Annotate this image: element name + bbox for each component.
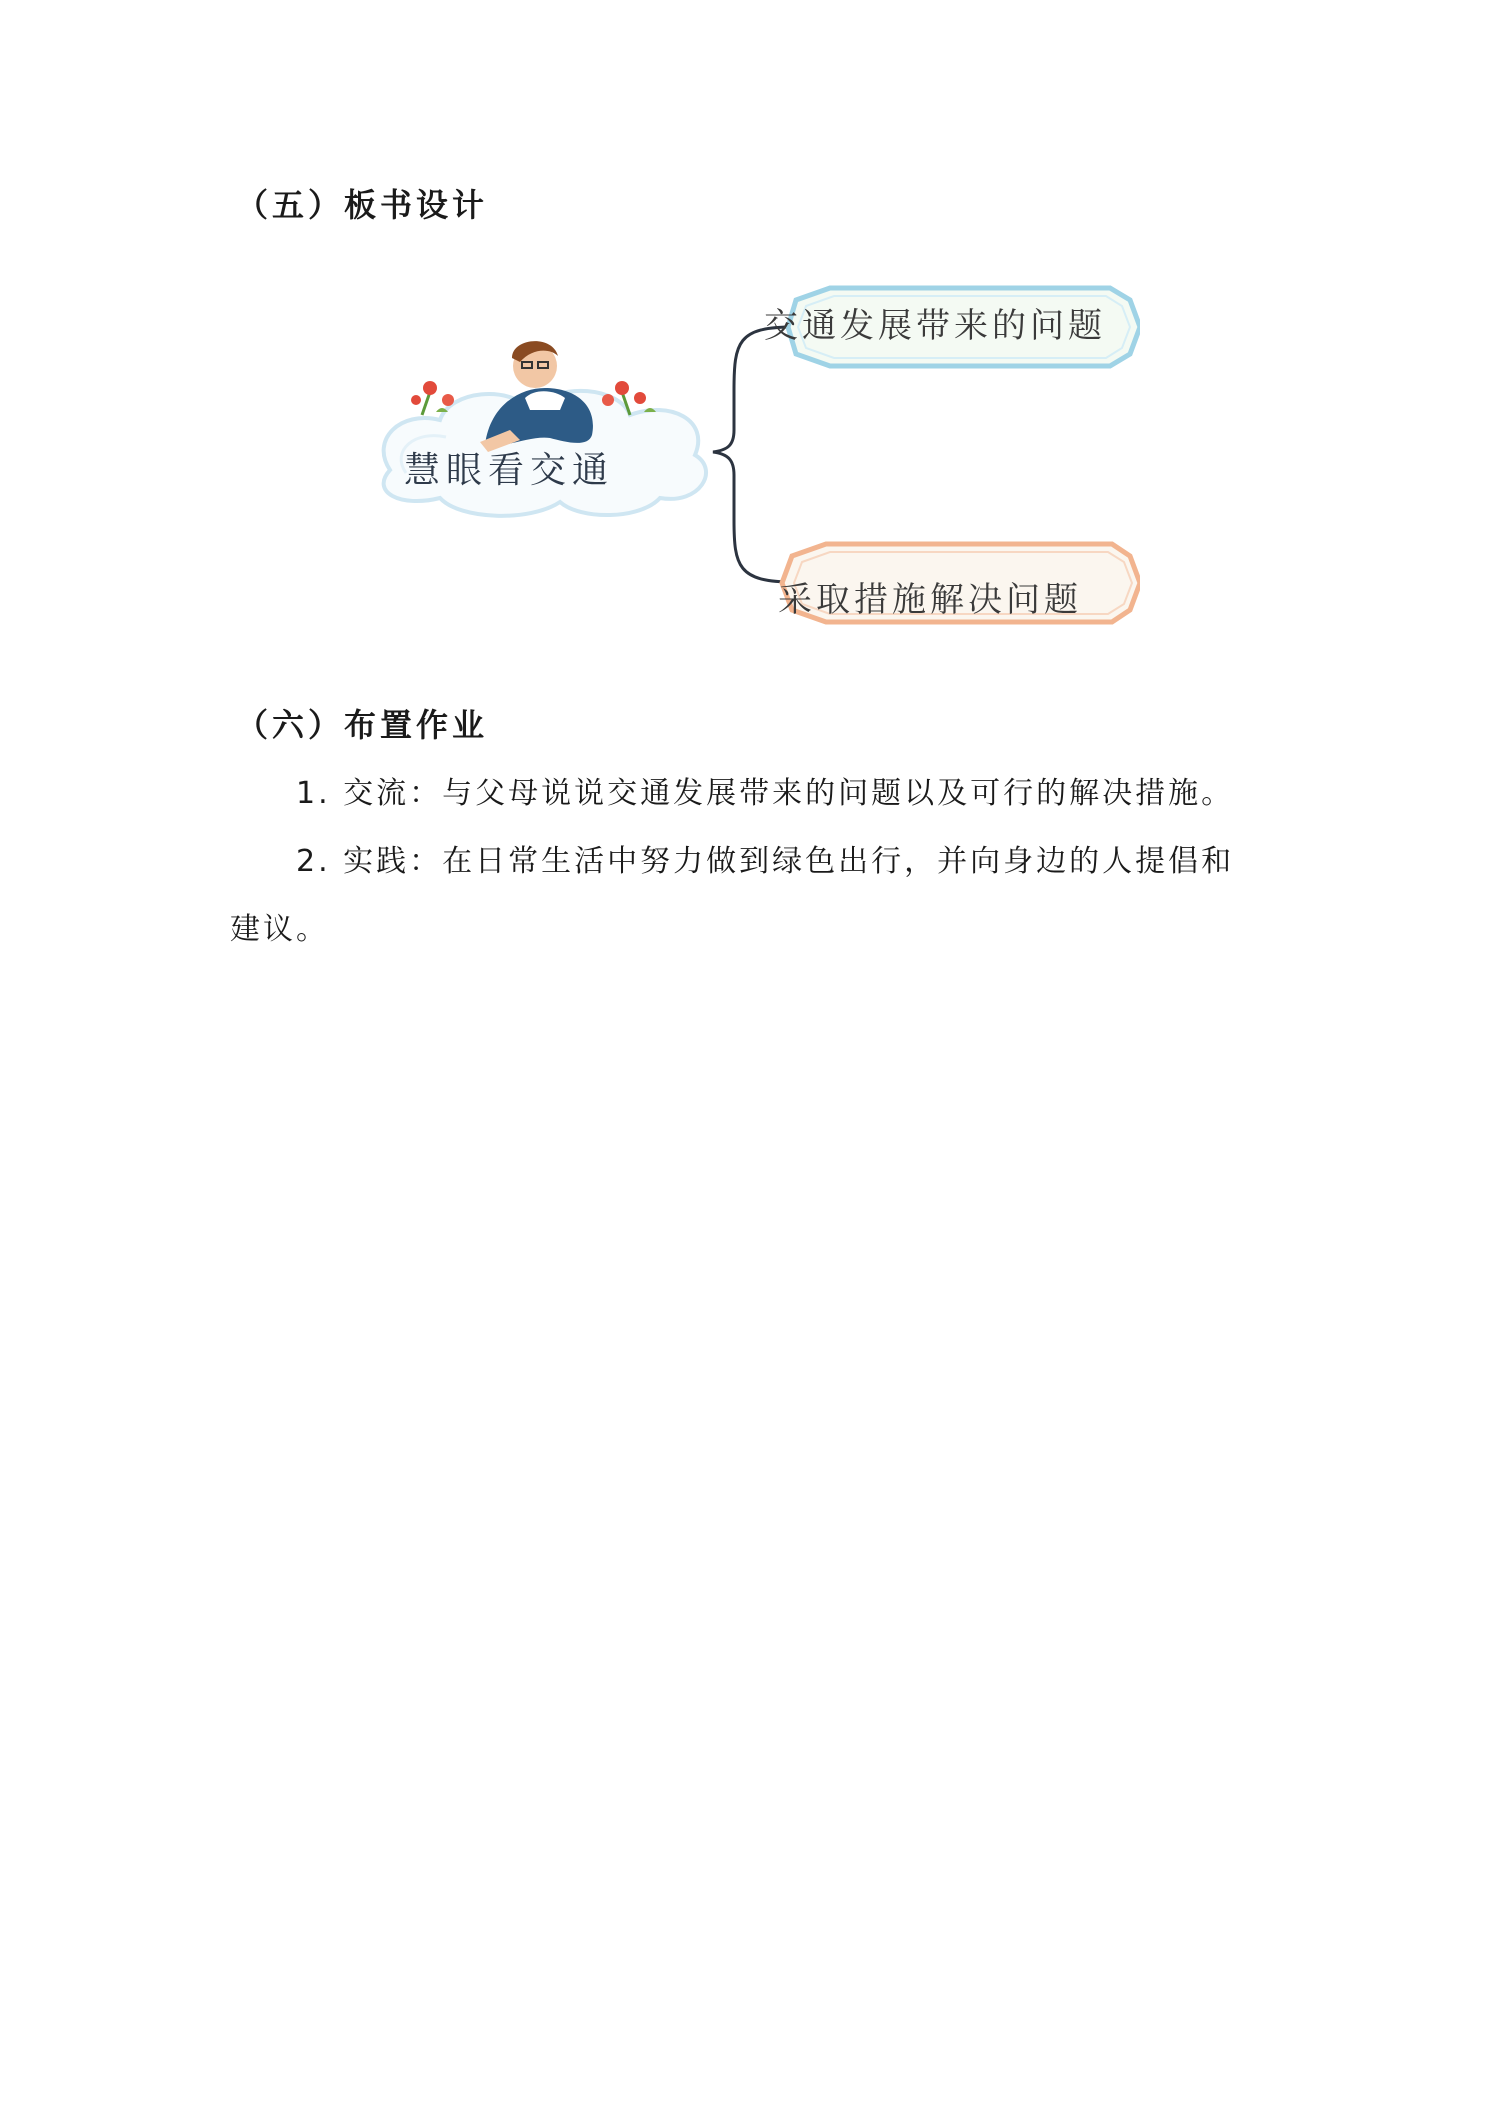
board-design-diagram bbox=[360, 270, 1140, 650]
branch-bracket bbox=[713, 327, 793, 582]
section-five-heading: （五）板书设计 bbox=[236, 186, 489, 224]
homework-item-2-continued: 建议。 bbox=[230, 912, 329, 947]
homework-item-1: 1. 交流：与父母说说交通发展带来的问题以及可行的解决措施。 bbox=[296, 776, 1235, 811]
board-center-title: 慧眼看交通 bbox=[404, 450, 615, 491]
section-six-heading: （六）布置作业 bbox=[236, 706, 489, 744]
branch-bottom-label: 采取措施解决问题 bbox=[778, 580, 1082, 620]
branch-top-label: 交通发展带来的问题 bbox=[764, 306, 1106, 346]
homework-item-2: 2. 实践：在日常生活中努力做到绿色出行，并向身边的人提倡和 bbox=[296, 844, 1235, 879]
